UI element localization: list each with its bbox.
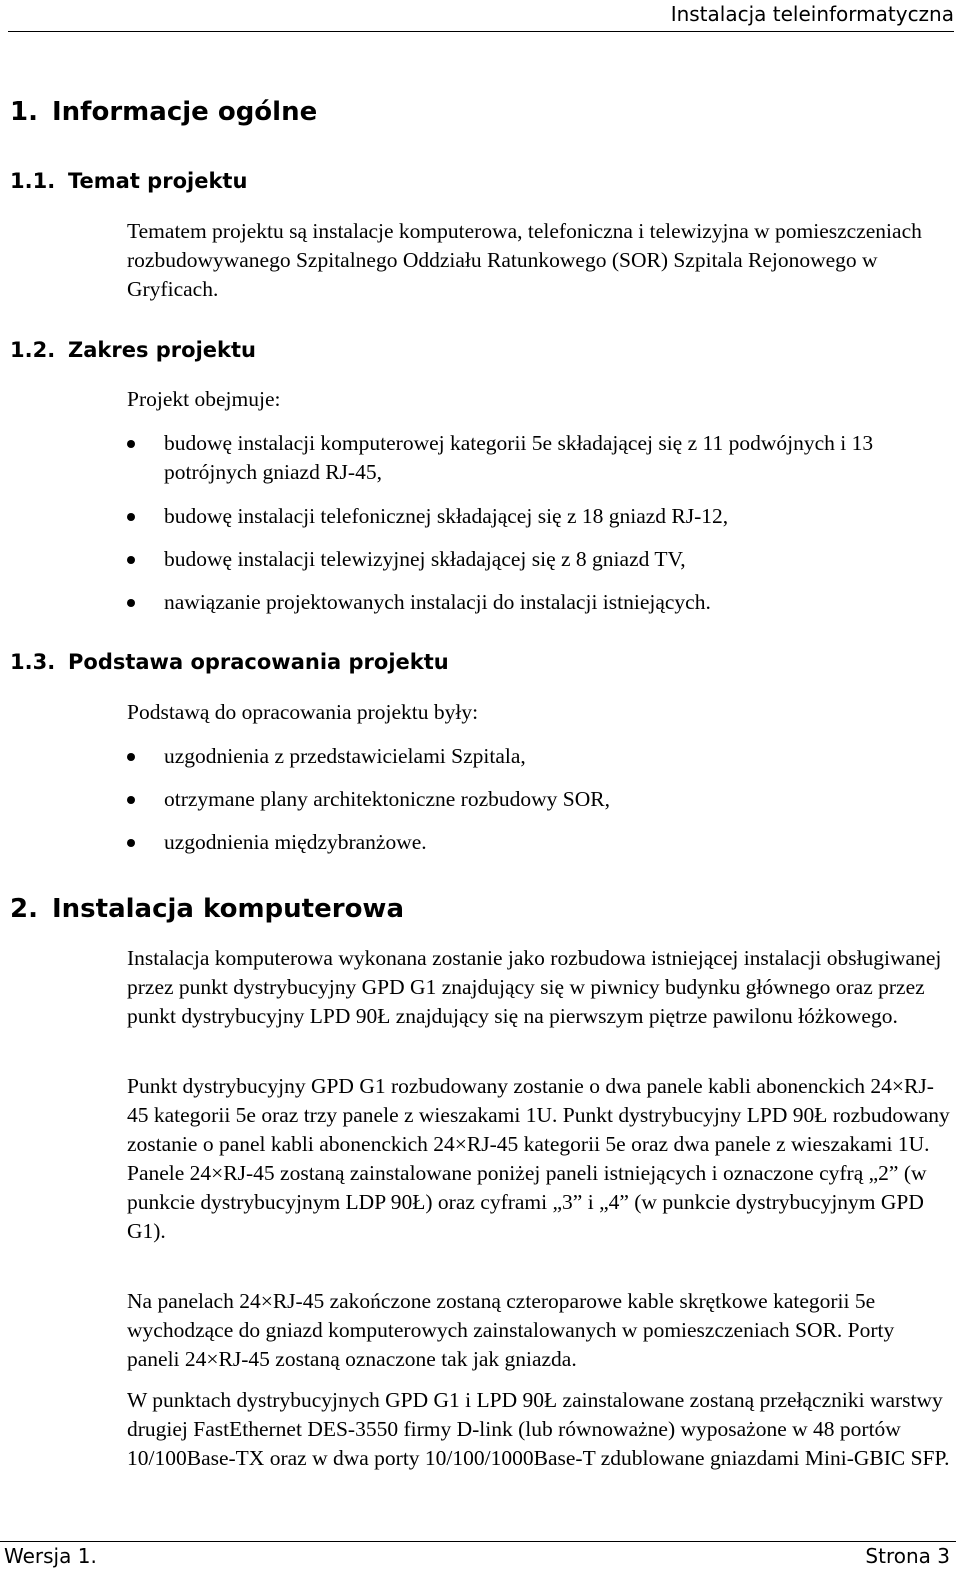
scope-list (127, 429, 952, 617)
section-title: Temat projektu (68, 169, 248, 193)
heading-section-1-1 (10, 169, 247, 193)
running-header (8, 0, 954, 32)
paragraph-computer-installation-2: Punkt dystrybucyjny GPD G1 rozbudowany zostanie o dwa panele kabli abonenckich 24×RJ-45 kategorii 5e oraz trzy panele z wieszakami 1U. Punkt dystrybucyjny LPD 90Ł rozbudowany zostanie o panel kabli abonenckich 24×RJ-45 kategorii 5e oraz dwa panele z wieszakami 1U. Panele 24×RJ-45 zostaną zainstalowane poniżej paneli istniejących i oznaczone cyfrą „2” (w punkcie dystrybucyjnym LDP 90Ł) oraz cyframi „3” i „4” (w punkcie dystrybucyjnym GPD G1). (127, 1074, 950, 1243)
section-title: Instalacja komputerowa (52, 894, 404, 924)
document-title: Instalacja teleinformatyczna (670, 2, 954, 26)
section-title: Zakres projektu (68, 338, 256, 362)
page-number: Strona 3 (865, 1544, 950, 1568)
list-item-text: uzgodnienia międzybranżowe. (164, 830, 427, 854)
list-item-text: uzgodnienia z przedstawicielami Szpitala, (164, 744, 526, 768)
bullet-icon (127, 753, 135, 761)
section-number: 1. (10, 97, 38, 127)
list-item-text: nawiązanie projektowanych instalacji do instalacji istniejących. (164, 590, 711, 614)
list-item (127, 502, 952, 531)
paragraph-project-topic: Tematem projektu są instalacje komputerowa, telefoniczna i telewizyjna w pomieszczeniach rozbudowywanego Szpitalnego Oddziału Ratunkowego (SOR) Szpitala Rejonowego w Gryficach. (127, 219, 922, 301)
section-number: 1.1. (10, 169, 56, 193)
list-item-text: budowę instalacji komputerowej kategorii 5e składającej się z 11 podwójnych i 13 potrójnych gniazd RJ-45, (164, 431, 874, 484)
section-title: Informacje ogólne (52, 97, 318, 127)
list-item-text: budowę instalacji telewizyjnej składającej się z 8 gniazd TV, (164, 547, 686, 571)
bullet-icon (127, 599, 135, 607)
bullet-icon (127, 796, 135, 804)
heading-section-1-3 (10, 650, 449, 674)
bullet-icon (127, 839, 135, 847)
section-number: 2. (10, 894, 38, 924)
list-item-text: otrzymane plany architektoniczne rozbudowy SOR, (164, 787, 610, 811)
list-item (127, 828, 952, 857)
list-item (127, 545, 952, 574)
list-item (127, 429, 952, 487)
heading-section-1 (10, 97, 317, 127)
bullet-icon (127, 440, 135, 448)
bullet-icon (127, 513, 135, 521)
paragraph-computer-installation-4: W punktach dystrybucyjnych GPD G1 i LPD 90Ł zainstalowane zostaną przełączniki warstwy drugiej FastEthernet DES-3550 firmy D-link (lub równoważne) wyposażone w 48 portów 10/100Base-TX oraz w dwa porty 10/100/1000Base-T zdublowane gniazdami Mini-GBIC SFP. (127, 1388, 950, 1470)
section-number: 1.3. (10, 650, 56, 674)
section-number: 1.2. (10, 338, 56, 362)
paragraph-basis-intro: Podstawą do opracowania projektu były: (127, 700, 479, 724)
list-item (127, 785, 952, 814)
paragraph-computer-installation-3: Na panelach 24×RJ-45 zakończone zostaną czteroparowe kable skrętkowe kategorii 5e wychodzące do gniazd komputerowych zainstalowanych w pomieszczeniach SOR. Porty paneli 24×RJ-45 zostaną oznaczone tak jak gniazda. (127, 1289, 895, 1371)
list-item-text: budowę instalacji telefonicznej składającej się z 18 gniazd RJ-12, (164, 504, 729, 528)
section-title: Podstawa opracowania projektu (68, 650, 449, 674)
footer-rule (0, 1541, 956, 1542)
heading-section-2 (10, 894, 404, 924)
list-item (127, 742, 952, 771)
paragraph-computer-installation-1: Instalacja komputerowa wykonana zostanie jako rozbudowa istniejącej instalacji obsługiwanej przez punkt dystrybucyjny GPD G1 znajdujący się w piwnicy budynku głównego oraz przez punkt dystrybucyjny LPD 90Ł znajdujący się na pierwszym piętrze pawilonu łóżkowego. (127, 946, 942, 1028)
bullet-icon (127, 556, 135, 564)
list-item (127, 588, 952, 617)
version-label: Wersja 1. (4, 1544, 97, 1568)
page-footer (0, 1541, 960, 1571)
paragraph-scope-intro: Projekt obejmuje: (127, 387, 281, 411)
heading-section-1-2 (10, 338, 256, 362)
basis-list (127, 742, 952, 857)
